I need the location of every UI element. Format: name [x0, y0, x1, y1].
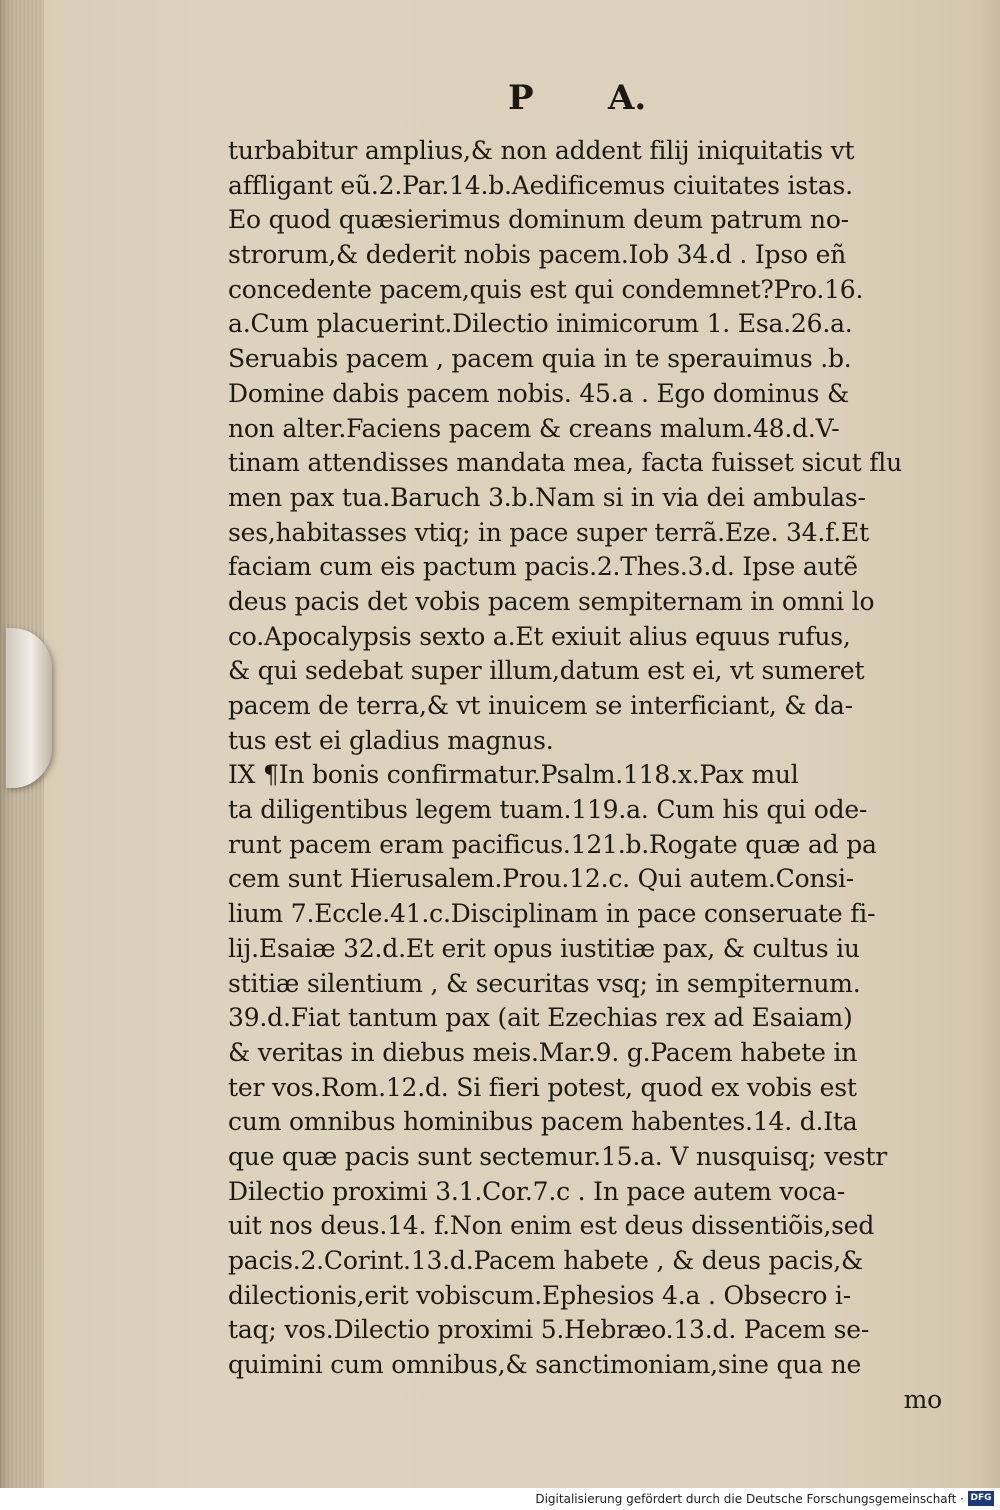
- header-left-letter: P: [508, 78, 534, 118]
- text-line: pacis.2.Corint.13.d.Pacem habete , & deus pacis,&: [228, 1246, 864, 1275]
- text-line: mo: [903, 1384, 942, 1414]
- text-line: IX ¶In bonis confirmatur.Psalm.118.x.Pax mul: [228, 760, 799, 790]
- text-line: stitiæ silentium , & securitas vsq; in sempiternum.: [228, 968, 861, 998]
- text-line: que quæ pacis sunt sectemur.15.a. V nusquisq; vestr: [228, 1141, 887, 1171]
- text-line: pacem de terra,& vt inuicem se interficiant, & da-: [228, 691, 853, 720]
- text-line: concedente pacem,quis est qui condemnet?Pro.16.: [228, 274, 864, 304]
- text-line: tus est ei gladius magnus.: [228, 725, 554, 755]
- text-line: ta diligentibus legem tuam.119.a. Cum his qui ode-: [228, 795, 868, 825]
- text-line: Domine dabis pacem nobis. 45.a . Ego dominus &: [228, 378, 850, 408]
- text-line: ter vos.Rom.12.d. Si fieri potest, quod ex vobis est: [228, 1072, 857, 1102]
- footer-bar: [0, 1488, 1000, 1510]
- text-line: co.Apocalypsis sexto a.Et exiuit alius equus rufus,: [228, 621, 851, 651]
- text-line: men pax tua.Baruch 3.b.Nam si in via dei ambulas-: [228, 482, 866, 512]
- text-line: 39.d.Fiat tantum pax (ait Ezechias rex ad Esaiam): [228, 1003, 853, 1033]
- text-line: affligant eũ.2.Par.14.b.Aedificemus ciuitates istas.: [228, 170, 853, 200]
- text-line: & qui sedebat super illum,datum est ei, vt sumeret: [228, 656, 865, 686]
- text-line: faciam cum eis pactum pacis.2.Thes.3.d. Ipse autẽ: [228, 552, 858, 582]
- body-text: [228, 134, 954, 1417]
- text-line: Eo quod quæsierimus dominum deum patrum no-: [228, 205, 849, 235]
- running-header: [0, 78, 1000, 128]
- text-line: uit nos deus.14. f.Non enim est deus dissentiõis,sed: [228, 1211, 875, 1241]
- text-line: lij.Esaiæ 32.d.Et erit opus iustitiæ pax, & cultus iu: [228, 933, 860, 963]
- text-line: Seruabis pacem , pacem quia in te sperauimus .b.: [228, 344, 852, 374]
- text-line: strorum,& dederit nobis pacem.Iob 34.d . Ipso eñ: [228, 240, 847, 270]
- page-clip: [6, 628, 52, 788]
- digitization-credit: Digitalisierung gefördert durch die Deutsche Forschungsgemeinschaft ·: [535, 1492, 964, 1506]
- text-line: a.Cum placuerint.Dilectio inimicorum 1. Esa.26.a.: [228, 309, 853, 339]
- text-line: cem sunt Hierusalem.Prou.12.c. Qui autem.Consi-: [228, 864, 855, 894]
- text-line: taq; vos.Dilectio proximi 5.Hebræo.13.d. Pacem se-: [228, 1315, 870, 1345]
- text-line: runt pacem eram pacificus.121.b.Rogate quæ ad pa: [228, 829, 877, 859]
- text-line: & veritas in diebus meis.Mar.9. g.Pacem habete in: [228, 1037, 858, 1067]
- text-line: non alter.Faciens pacem & creans malum.48.d.V-: [228, 413, 840, 443]
- text-line: tinam attendisses mandata mea, facta fuisset sicut flu: [228, 448, 902, 478]
- text-line: Dilectio proximi 3.1.Cor.7.c . In pace autem voca-: [228, 1176, 845, 1206]
- text-line: cum omnibus hominibus pacem habentes.14. d.Ita: [228, 1107, 858, 1137]
- text-line: lium 7.Eccle.41.c.Disciplinam in pace conseruate fi-: [228, 899, 876, 929]
- text-line: deus pacis det vobis pacem sempiternam in omni lo: [228, 586, 875, 616]
- text-line: turbabitur amplius,& non addent filij iniquitatis vt: [228, 136, 855, 165]
- header-right-letter: A.: [608, 78, 647, 118]
- text-line: quimini cum omnibus,& sanctimoniam,sine qua ne: [228, 1350, 862, 1380]
- text-line: dilectionis,erit vobiscum.Ephesios 4.a . Obsecro i-: [228, 1280, 851, 1310]
- dfg-logo-icon: DFG: [968, 1491, 994, 1506]
- text-line: ses,habitasses vtiq; in pace super terrã.Eze. 34.f.Et: [228, 517, 869, 547]
